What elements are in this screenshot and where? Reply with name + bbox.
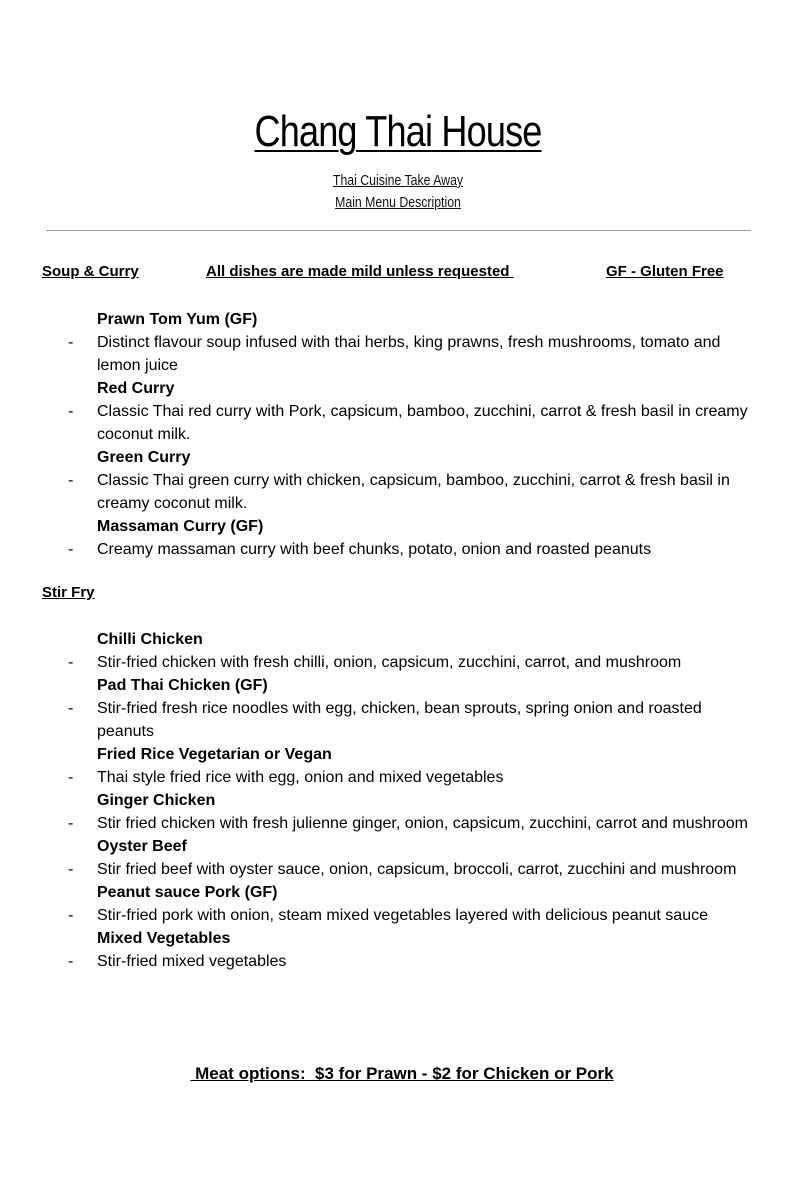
item-description: Stir-fried mixed vegetables bbox=[97, 953, 287, 970]
item-description: Stir fried chicken with fresh julienne ginger, onion, capsicum, zucchini, carrot and mushroom bbox=[97, 815, 748, 832]
bullet-dash: - bbox=[68, 907, 74, 924]
menu-item bbox=[0, 515, 804, 561]
menu-item bbox=[0, 835, 804, 881]
item-name: Green Curry bbox=[97, 449, 191, 466]
bullet-dash: - bbox=[68, 861, 74, 878]
item-name: Massaman Curry (GF) bbox=[97, 518, 264, 535]
item-description: Creamy massaman curry with beef chunks, potato, onion and roasted peanuts bbox=[97, 541, 652, 558]
soup-curry-list bbox=[0, 308, 804, 561]
item-name: Ginger Chicken bbox=[97, 792, 216, 809]
menu-item bbox=[0, 377, 804, 446]
meat-options-note bbox=[0, 1063, 804, 1085]
item-description: Distinct flavour soup infused with thai herbs, king prawns, fresh mushrooms, tomato and lemon juice bbox=[97, 334, 721, 374]
menu-item bbox=[0, 927, 804, 973]
item-description: Thai style fried rice with egg, onion and mixed vegetables bbox=[97, 769, 504, 786]
horizontal-divider bbox=[46, 230, 751, 231]
meat-options-text: Meat options: $3 for Prawn - $2 for Chicken or Pork bbox=[190, 1064, 614, 1083]
bullet-dash: - bbox=[68, 654, 74, 671]
menu-item bbox=[0, 789, 804, 835]
bullet-dash: - bbox=[68, 815, 74, 832]
item-description: Classic Thai red curry with Pork, capsicum, bamboo, zucchini, carrot & fresh basil in creamy coconut milk. bbox=[97, 403, 748, 443]
item-name: Peanut sauce Pork (GF) bbox=[97, 884, 278, 901]
menu-item bbox=[0, 881, 804, 927]
item-name: Oyster Beef bbox=[97, 838, 187, 855]
menu-item bbox=[0, 674, 804, 743]
section-heading-soup-curry: Soup & Curry bbox=[42, 263, 139, 280]
section-heading-stir-fry: Stir Fry bbox=[42, 584, 95, 601]
restaurant-title: Chang Thai House bbox=[254, 107, 542, 156]
menu-item bbox=[0, 743, 804, 789]
bullet-dash: - bbox=[68, 334, 74, 351]
item-description: Stir fried beef with oyster sauce, onion, capsicum, broccoli, carrot, zucchini and mushroom bbox=[97, 861, 737, 878]
item-description: Stir-fried chicken with fresh chilli, onion, capsicum, zucchini, carrot, and mushroom bbox=[97, 654, 682, 671]
stir-fry-list bbox=[0, 628, 804, 973]
bullet-dash: - bbox=[68, 953, 74, 970]
menu-item bbox=[0, 628, 804, 674]
bullet-dash: - bbox=[68, 472, 74, 489]
item-name: Fried Rice Vegetarian or Vegan bbox=[97, 746, 332, 763]
gluten-free-legend: GF - Gluten Free bbox=[606, 263, 724, 280]
item-name: Red Curry bbox=[97, 380, 175, 397]
menu-item bbox=[0, 308, 804, 377]
bullet-dash: - bbox=[68, 541, 74, 558]
menu-item bbox=[0, 446, 804, 515]
subtitle-menu-description: Main Menu Description bbox=[335, 194, 461, 211]
item-name: Pad Thai Chicken (GF) bbox=[97, 677, 268, 694]
subtitle-takeaway: Thai Cuisine Take Away bbox=[332, 172, 464, 189]
item-name: Chilli Chicken bbox=[97, 631, 203, 648]
bullet-dash: - bbox=[68, 700, 74, 717]
item-description: Stir-fried pork with onion, steam mixed vegetables layered with delicious peanut sauce bbox=[97, 907, 708, 924]
bullet-dash: - bbox=[68, 403, 74, 420]
item-description: Classic Thai green curry with chicken, capsicum, bamboo, zucchini, carrot & fresh basil in creamy coconut milk. bbox=[97, 472, 730, 512]
item-name: Mixed Vegetables bbox=[97, 930, 231, 947]
item-description: Stir-fried fresh rice noodles with egg, chicken, bean sprouts, spring onion and roasted peanuts bbox=[97, 700, 702, 740]
spice-notice: All dishes are made mild unless requested bbox=[206, 263, 514, 280]
item-name: Prawn Tom Yum (GF) bbox=[97, 311, 258, 328]
bullet-dash: - bbox=[68, 769, 74, 786]
